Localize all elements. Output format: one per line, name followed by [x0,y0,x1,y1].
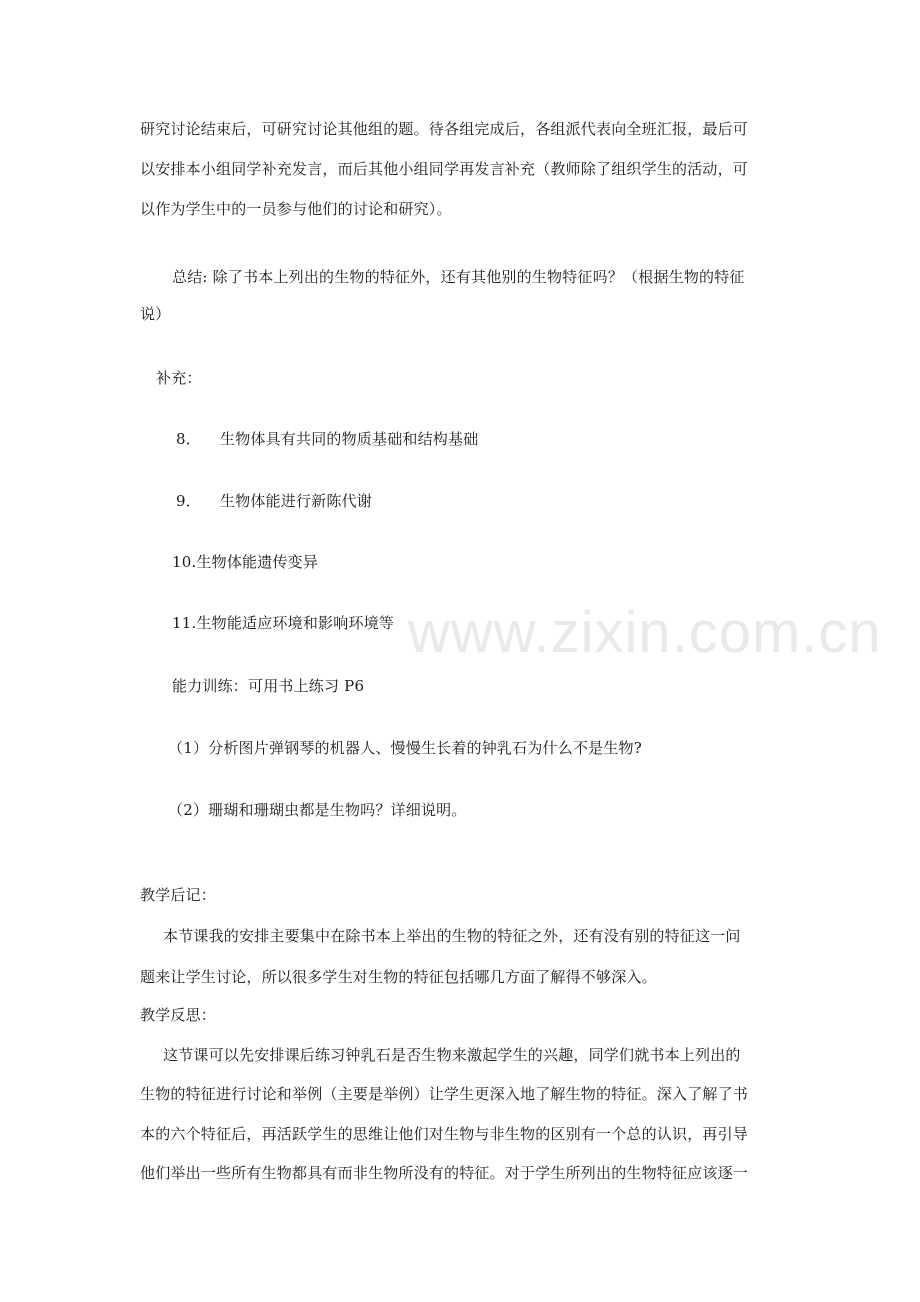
supplement-item-9-number: 9． [176,492,201,510]
summary-line-1: 总结: 除了书本上列出的生物的特征外，还有其他别的生物特征吗？（根据生物的特征 [172,268,745,286]
discussion-line-3: 以作为学生中的一员参与他们的讨论和研究）。 [140,200,452,218]
discussion-line-2: 以安排本小组同学补充发言，而后其他小组同学再发言补充（教师除了组织学生的活动，可 [140,160,749,178]
training-title: 能力训练：可用书上练习 P6 [172,677,365,695]
supplement-item-9-text: 生物体能进行新陈代谢 [220,492,373,510]
supplement-item-8-number: 8． [176,430,201,448]
supplement-label: 补充： [156,369,202,387]
afterword-line-1: 本节课我的安排主要集中在除书本上举出的生物的特征之外，还有没有别的特征这一问 [163,927,741,945]
supplement-item-10: 10.生物体能遗传变异 [172,553,319,571]
reflection-line-4: 他们举出一些所有生物都具有而非生物所没有的特征。对于学生所列出的生物特征应该逐一 [140,1164,749,1182]
discussion-line-1: 研究讨论结束后，可研究讨论其他组的题。待各组完成后，各组派代表向全班汇报，最后可 [140,120,749,138]
afterword-title: 教学后记： [140,886,217,904]
training-question-2: （2）珊瑚和珊瑚虫都是生物吗？详细说明。 [168,801,467,819]
afterword-line-2: 题来让学生讨论，所以很多学生对生物的特征包括哪几方面了解得不够深入。 [140,968,657,986]
reflection-title: 教学反思： [140,1006,217,1024]
watermark: www.zixin.com.cn [408,600,882,665]
reflection-line-1: 这节课可以先安排课后练习钟乳石是否生物来激起学生的兴趣，同学们就书本上列出的 [163,1046,741,1064]
reflection-line-3: 本的六个特征后，再活跃学生的思维让他们对生物与非生物的区别有一个总的认识，再引导 [140,1125,749,1143]
reflection-line-2: 生物的特征进行讨论和举例（主要是举例）让学生更深入地了解生物的特征。深入了解了书 [140,1085,749,1103]
supplement-item-11: 11.生物能适应环境和影响环境等 [172,614,395,632]
supplement-item-8-text: 生物体具有共同的物质基础和结构基础 [220,430,479,448]
summary-line-2: 说） [140,305,171,323]
training-question-1: （1）分析图片弹钢琴的机器人、慢慢生长着的钟乳石为什么不是生物? [168,739,642,757]
